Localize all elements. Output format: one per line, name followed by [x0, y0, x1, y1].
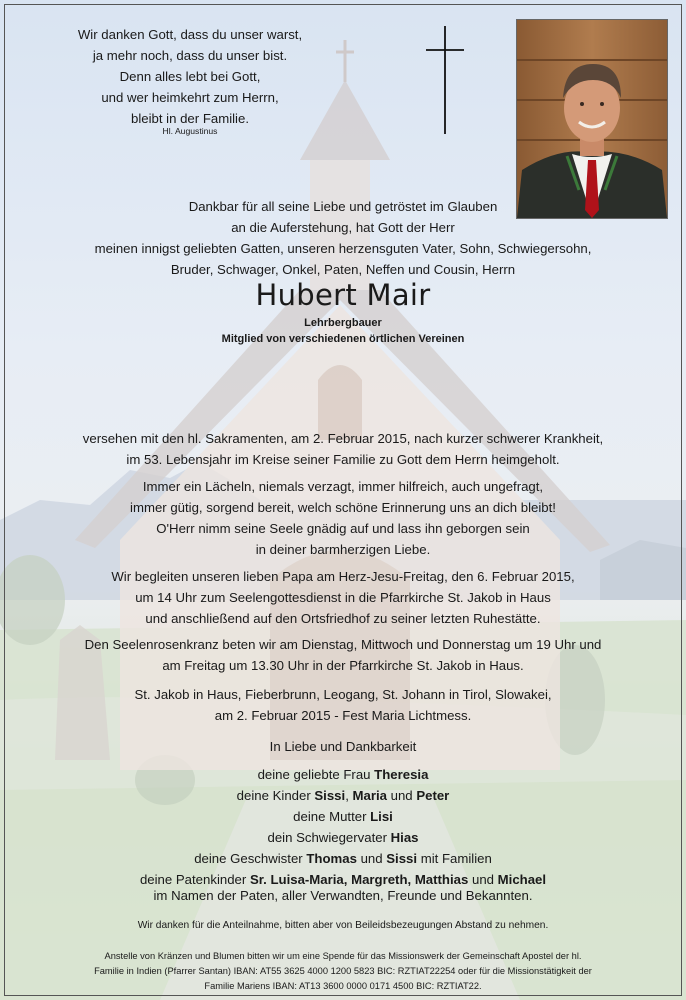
- mourners-others: im Namen der Paten, aller Verwandten, Freunde und Bekannten.: [153, 888, 533, 903]
- rosary-line: am Freitag um 13.30 Uhr in der Pfarrkirche St. Jakob in Haus.: [162, 658, 524, 673]
- donation-note: [0, 949, 686, 994]
- intro-line: meinen innigst geliebten Gatten, unseren herzensguten Vater, Sohn, Schwiegersohn,: [94, 241, 592, 256]
- thanks-note: Wir danken für die Anteilnahme, bitten aber von Beileidsbezeugungen Abstand zu nehmen.: [137, 920, 549, 931]
- funeral-line: Wir begleiten unseren lieben Papa am Herz-Jesu-Freitag, den 6. Februar 2015,: [111, 569, 575, 584]
- poem-line: Immer ein Lächeln, niemals verzagt, immer hilfreich, auch ungefragt,: [142, 479, 544, 494]
- poem-line: O'Herr nimm seine Seele gnädig auf und lass ihn geborgen sein: [156, 521, 530, 536]
- quote-line: ja mehr noch, dass du unser bist.: [92, 48, 288, 63]
- mourner-children: deine Kinder Sissi, Maria und Peter: [236, 788, 450, 803]
- quote-line: und wer heimkehrt zum Herrn,: [101, 90, 279, 105]
- quote-line: bleibt in der Familie.: [130, 111, 249, 126]
- intro-line: Bruder, Schwager, Onkel, Paten, Neffen und Cousin, Herrn: [170, 262, 516, 277]
- mourner-father-in-law: dein Schwiegervater Hias: [267, 830, 419, 845]
- rosary-line: Den Seelenrosenkranz beten wir am Dienstag, Mittwoch und Donnerstag um 19 Uhr und: [84, 637, 602, 652]
- quote-line: Wir danken Gott, dass du unser warst,: [77, 27, 303, 42]
- deceased-name: Hubert Mair: [255, 278, 431, 312]
- intro-line: Dankbar für all seine Liebe und getröstet im Glauben: [188, 199, 498, 214]
- funeral-line: und anschließend auf den Ortsfriedhof zu seiner letzten Ruhestätte.: [145, 611, 541, 626]
- donation-line: Anstelle von Kränzen und Blumen bitten wir um eine Spende für das Missionswerk der Gemeinschaft Apostel der hl.: [104, 951, 582, 961]
- place-date-line: am 2. Februar 2015 - Fest Maria Lichtmess.: [214, 708, 472, 723]
- intro-line: an die Auferstehung, hat Gott der Herr: [231, 220, 455, 235]
- rosary-info: [0, 634, 686, 676]
- poem-line: in deiner barmherzigen Liebe.: [255, 542, 431, 557]
- deceased-membership: Mitglied von verschiedenen örtlichen Vereinen: [221, 333, 465, 345]
- poem-line: immer gütig, sorgend bereit, welch schöne Erinnerung uns an dich bleibt!: [130, 500, 556, 515]
- donation-line: Familie Mariens IBAN: AT13 3600 0000 0171 4500 BIC: RZTIAT22.: [204, 981, 482, 991]
- mourner-wife: deine geliebte Frau Theresia: [257, 767, 429, 782]
- death-notice-line: im 53. Lebensjahr im Kreise seiner Familie zu Gott dem Herrn heimgeholt.: [126, 452, 560, 467]
- place-date: [0, 684, 686, 726]
- quote-line: Denn alles lebt bei Gott,: [119, 69, 261, 84]
- place-date-line: St. Jakob in Haus, Fieberbrunn, Leogang, St. Johann in Tirol, Slowakei,: [134, 687, 552, 702]
- intro-block: [0, 196, 686, 280]
- mourners-list: [0, 764, 686, 890]
- closing-phrase: In Liebe und Dankbarkeit: [269, 739, 417, 754]
- death-notice: [0, 428, 686, 470]
- mourner-mother: deine Mutter Lisi: [293, 809, 393, 824]
- cross-icon: [426, 26, 464, 136]
- portrait-photo: [516, 19, 668, 219]
- quote-block: [28, 24, 352, 129]
- mourner-siblings: deine Geschwister Thomas und Sissi mit Familien: [194, 851, 492, 866]
- funeral-info: [0, 566, 686, 629]
- donation-line: Familie in Indien (Pfarrer Santan) IBAN: AT55 3625 4000 1200 5823 BIC: RZTIAT22254 oder für die Missionstätigkeit der: [94, 966, 592, 976]
- deceased-occupation: Lehrbergbauer: [304, 317, 382, 329]
- mourner-godchildren: deine Patenkinder Sr. Luisa-Maria, Margreth, Matthias und Michael: [139, 872, 547, 887]
- funeral-line: um 14 Uhr zum Seelengottesdienst in die Pfarrkirche St. Jakob in Haus: [135, 590, 551, 605]
- death-notice-line: versehen mit den hl. Sakramenten, am 2. Februar 2015, nach kurzer schwerer Krankheit,: [82, 431, 604, 446]
- poem-block: [0, 476, 686, 560]
- quote-author: Hl. Augustinus: [162, 126, 218, 136]
